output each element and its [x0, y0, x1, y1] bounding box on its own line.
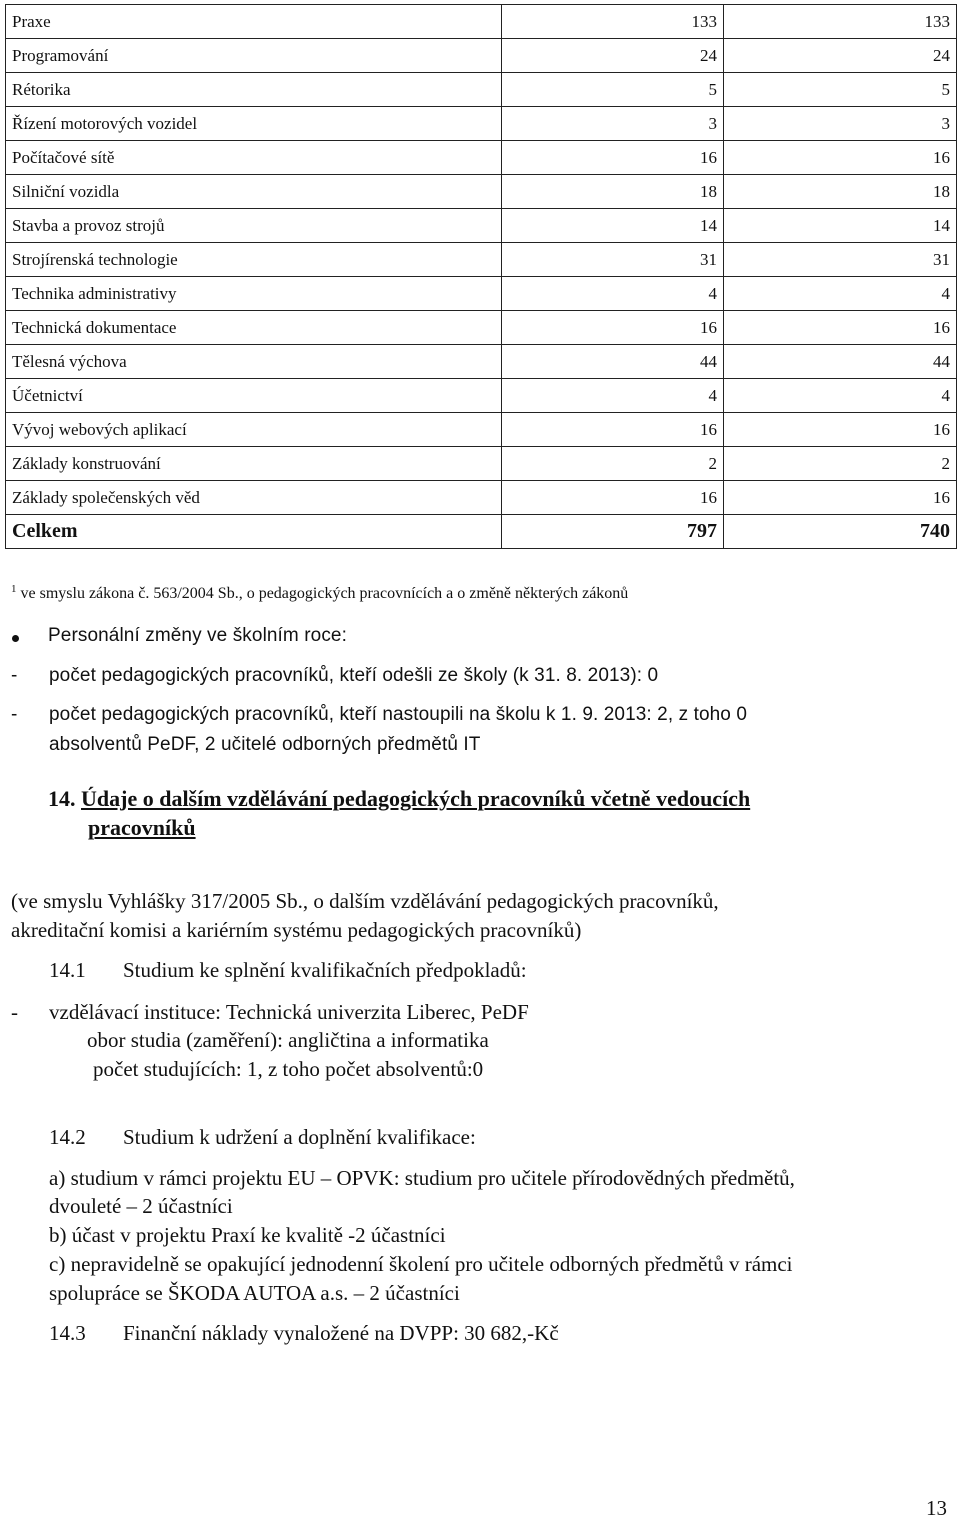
table-row: [6, 107, 957, 141]
hours-value-cell: 4: [502, 379, 724, 413]
section-14-1-line-2: obor studia (zaměření): angličtina a informatika: [87, 1028, 489, 1052]
section-14-title-line-2: pracovníků: [88, 815, 196, 840]
hours-value-cell: 797: [502, 515, 724, 549]
section-14-2-title: Studium k udržení a doplnění kvalifikace:: [123, 1125, 476, 1149]
hours-value-cell: 18: [502, 175, 724, 209]
hours-value-cell: 14: [724, 209, 957, 243]
section-14-3-heading: [49, 1321, 559, 1346]
section-14-2-item-a-line-2: dvouleté – 2 účastníci: [49, 1194, 233, 1218]
table-row: [6, 277, 957, 311]
subject-name-cell: Programování: [6, 39, 502, 73]
table-row: [6, 413, 957, 447]
section-14-2-item-c-line-1: c) nepravidelně se opakující jednodenní školení pro učitele odborných předmětů v rámci: [49, 1252, 793, 1276]
hours-value-cell: 31: [502, 243, 724, 277]
section-14-heading: [48, 786, 750, 812]
hours-value-cell: 16: [502, 141, 724, 175]
section-14-2-number: 14.2: [49, 1125, 86, 1149]
section-14-3-number: 14.3: [49, 1321, 86, 1345]
table-row: [6, 39, 957, 73]
subject-name-cell: Technika administrativy: [6, 277, 502, 311]
hours-value-cell: 44: [502, 345, 724, 379]
subject-name-cell: Tělesná výchova: [6, 345, 502, 379]
subject-name-cell: Počítačové sítě: [6, 141, 502, 175]
section-14-intro-line-2: akreditační komisi a kariérním systému pedagogických pracovníků): [11, 918, 582, 942]
table-row: [6, 209, 957, 243]
hours-value-cell: 16: [724, 141, 957, 175]
section-14-2-item-c-line-2: spolupráce se ŠKODA AUTOA a.s. – 2 účastníci: [49, 1281, 460, 1305]
hours-value-cell: 4: [724, 379, 957, 413]
hours-value-cell: 24: [724, 39, 957, 73]
footnote-mark: 1: [11, 583, 17, 595]
hours-value-cell: 5: [502, 73, 724, 107]
section-14-title-line-2-wrap: [88, 815, 196, 841]
dash-marker: -: [11, 704, 18, 725]
hours-value-cell: 2: [502, 447, 724, 481]
personal-line-2a: počet pedagogických pracovníků, kteří nastoupili na školu k 1. 9. 2013: 2, z toho 0: [49, 704, 748, 725]
hours-value-cell: 4: [502, 277, 724, 311]
subjects-table-body: [6, 5, 957, 549]
subject-name-cell: Strojírenská technologie: [6, 243, 502, 277]
bullet-icon: [12, 635, 19, 642]
personal-item-joined: [11, 704, 747, 726]
section-14-2-item-b: b) účast v projektu Praxí ke kvalitě -2 účastníci: [49, 1223, 446, 1247]
section-14-1-line-1: vzdělávací instituce: Technická univerzita Liberec, PeDF: [49, 1000, 529, 1024]
hours-value-cell: 31: [724, 243, 957, 277]
subject-name-cell: Silniční vozidla: [6, 175, 502, 209]
footnote: [11, 583, 628, 603]
section-14-3-title: Finanční náklady vynaložené na DVPP: 30 682,-Kč: [123, 1321, 559, 1345]
hours-value-cell: 16: [724, 413, 957, 447]
dash-marker: -: [11, 1000, 18, 1024]
table-row: [6, 5, 957, 39]
hours-value-cell: 44: [724, 345, 957, 379]
hours-value-cell: 3: [502, 107, 724, 141]
hours-value-cell: 5: [724, 73, 957, 107]
subject-name-cell: Celkem: [6, 515, 502, 549]
table-row: [6, 73, 957, 107]
section-14-1-item: [11, 1000, 529, 1025]
table-row: [6, 311, 957, 345]
subject-name-cell: Praxe: [6, 5, 502, 39]
table-row: [6, 345, 957, 379]
hours-value-cell: 18: [724, 175, 957, 209]
section-14-number: 14.: [48, 786, 76, 811]
hours-value-cell: 16: [502, 481, 724, 515]
hours-value-cell: 133: [724, 5, 957, 39]
table-row: [6, 141, 957, 175]
subject-name-cell: Rétorika: [6, 73, 502, 107]
hours-value-cell: 16: [502, 413, 724, 447]
hours-value-cell: 133: [502, 5, 724, 39]
subject-name-cell: Technická dokumentace: [6, 311, 502, 345]
table-row: [6, 379, 957, 413]
dash-marker: -: [11, 665, 18, 686]
hours-value-cell: 16: [724, 311, 957, 345]
hours-value-cell: 4: [724, 277, 957, 311]
table-row: [6, 447, 957, 481]
section-14-2-item-a-line-1: a) studium v rámci projektu EU – OPVK: studium pro učitele přírodovědných předmětů,: [49, 1166, 795, 1190]
table-row: [6, 481, 957, 515]
hours-value-cell: 2: [724, 447, 957, 481]
section-14-1-line-3: počet studujících: 1, z toho počet absolventů:0: [93, 1057, 484, 1081]
subject-name-cell: Stavba a provoz strojů: [6, 209, 502, 243]
subject-name-cell: Základy konstruování: [6, 447, 502, 481]
personal-line-1: počet pedagogických pracovníků, kteří odešli ze školy (k 31. 8. 2013): 0: [49, 665, 659, 686]
personal-heading: Personální změny ve školním roce:: [48, 625, 347, 646]
hours-value-cell: 3: [724, 107, 957, 141]
subject-name-cell: Účetnictví: [6, 379, 502, 413]
hours-value-cell: 14: [502, 209, 724, 243]
personal-item-left: [11, 665, 658, 687]
table-row: [6, 515, 957, 549]
page-number: 13: [926, 1496, 947, 1520]
hours-value-cell: 16: [502, 311, 724, 345]
section-14-title-line-1: Údaje o dalším vzdělávání pedagogických pracovníků včetně vedoucích: [81, 786, 751, 811]
hours-value-cell: 740: [724, 515, 957, 549]
subject-name-cell: Řízení motorových vozidel: [6, 107, 502, 141]
section-14-intro-line-1: (ve smyslu Vyhlášky 317/2005 Sb., o dalším vzdělávání pedagogických pracovníků,: [11, 889, 719, 913]
section-14-1-number: 14.1: [49, 958, 86, 982]
table-row: [6, 175, 957, 209]
hours-value-cell: 24: [502, 39, 724, 73]
subject-name-cell: Vývoj webových aplikací: [6, 413, 502, 447]
footnote-text: ve smyslu zákona č. 563/2004 Sb., o pedagogických pracovnících a o změně některých zákonů: [16, 585, 629, 602]
hours-value-cell: 16: [724, 481, 957, 515]
subject-name-cell: Základy společenských věd: [6, 481, 502, 515]
section-14-1-title: Studium ke splnění kvalifikačních předpokladů:: [123, 958, 527, 982]
subjects-table: [5, 4, 957, 549]
section-14-1-heading: [49, 958, 527, 983]
table-row: [6, 243, 957, 277]
section-14-2-heading: [49, 1125, 476, 1150]
personal-line-2b: absolventů PeDF, 2 učitelé odborných předmětů IT: [49, 734, 481, 755]
